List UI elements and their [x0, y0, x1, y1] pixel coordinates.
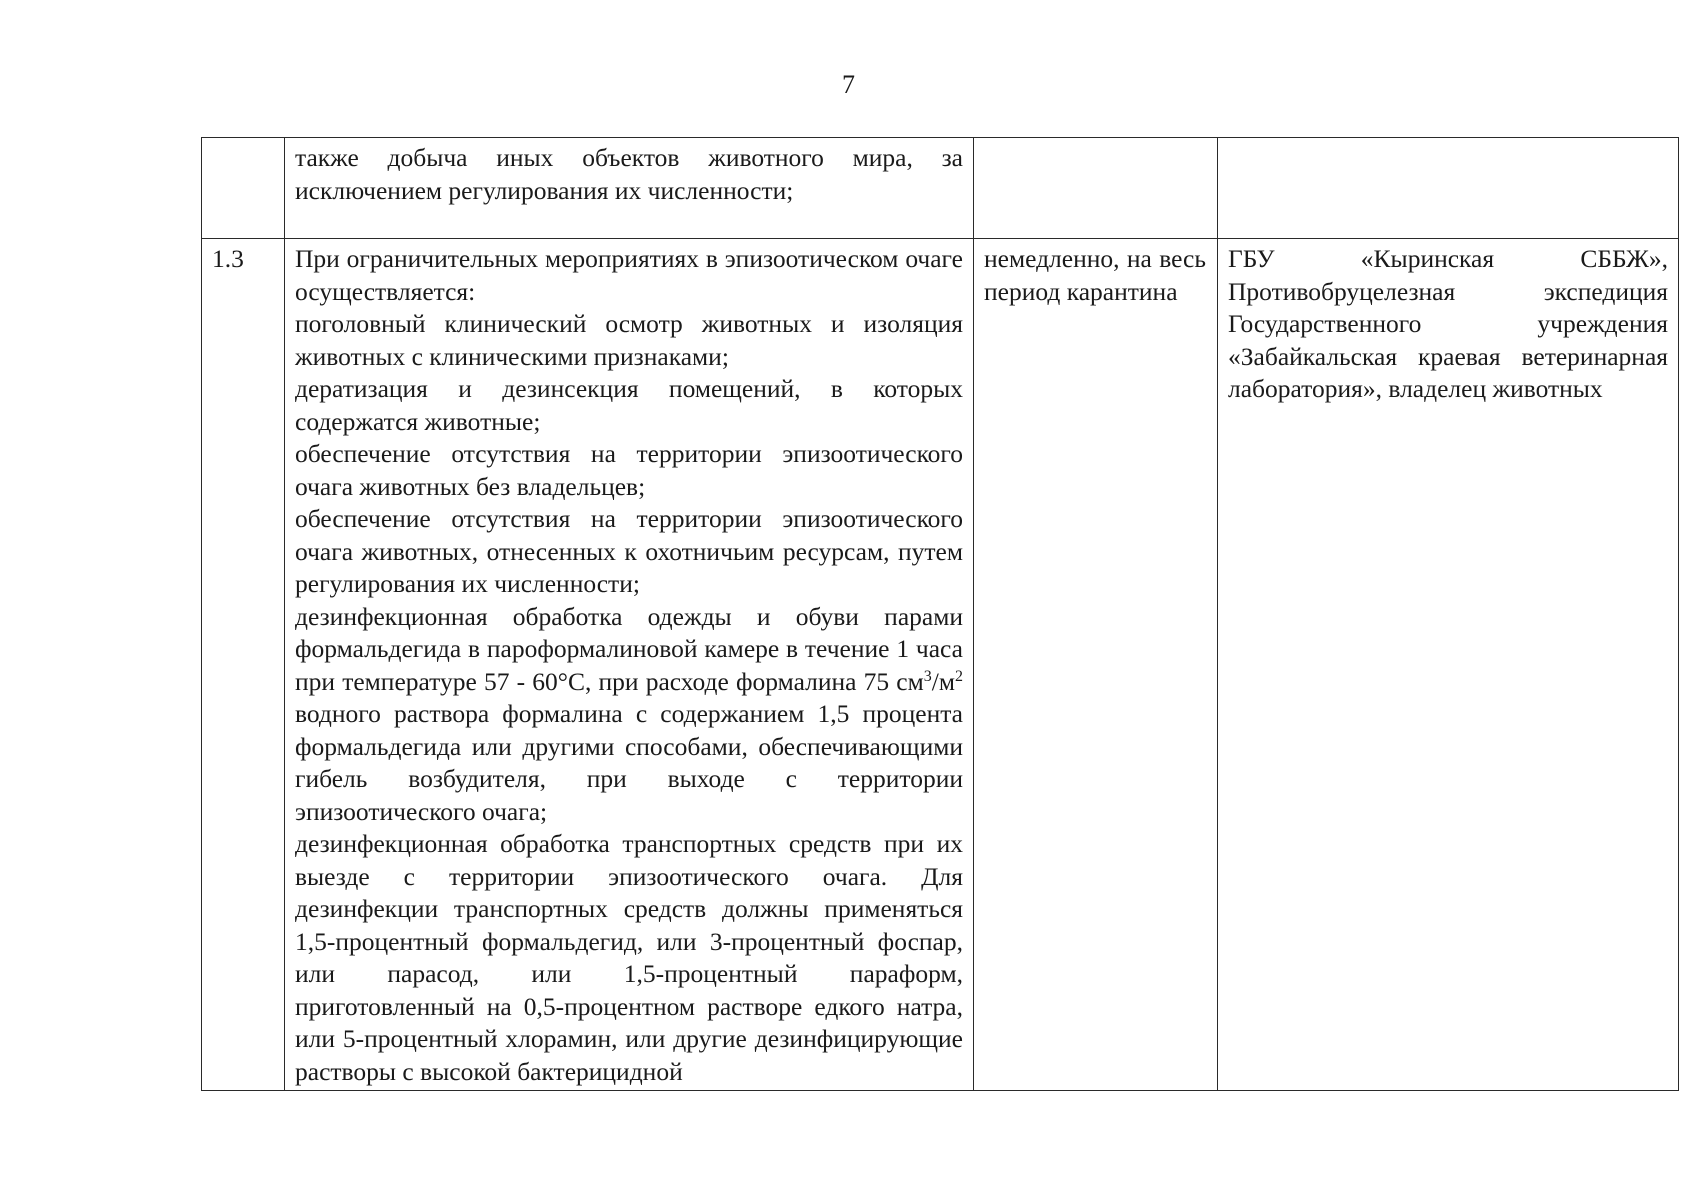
measure-line: дезинфекционная обработка транспортных средств при их выезде с территории эпизоотического очага. Для дезинфекции транспортных средств должны применяться 1,5-процентный формальдегид, или 3-процентный фоспар, или парасод, или 1,5-процентный параформ, приготовленный на 0,5-процентном растворе едкого натра, или 5-процентный хлорамин, или другие дезинфицирующие растворы с высокой бактерицидной [295, 829, 963, 1086]
page-number: 7 [842, 70, 855, 99]
table-row [202, 239, 1679, 1091]
term-cell [974, 138, 1218, 239]
responsible-cell [1218, 138, 1679, 239]
superscript-3: 3 [923, 667, 932, 685]
responsible-cell: ГБУ «Кыринская СББЖ», Противобруцелезная экспедиция Государственного учреждения «Забайкальская краевая ветеринарная лаборатория», владелец животных [1218, 239, 1679, 1091]
row-number-cell [202, 138, 285, 239]
measure-text-cell [285, 239, 974, 1091]
table-row [202, 138, 1679, 239]
term-cell: немедленно, на весь период карантина [974, 239, 1218, 1091]
measure-line: поголовный клинический осмотр животных и изоляция животных с клиническими признаками; [295, 309, 963, 371]
measures-table [201, 137, 1679, 1091]
superscript-2: 2 [955, 667, 963, 685]
measure-line: обеспечение отсутствия на территории эпизоотического очага животных без владельцев; [295, 439, 963, 501]
measure-line: обеспечение отсутствия на территории эпизоотического очага животных, отнесенных к охотничьим ресурсам, путем регулирования их численности; [295, 504, 963, 598]
measure-line: При ограничительных мероприятиях в эпизоотическом очаге осуществляется: [295, 244, 963, 306]
measure-line: дератизация и дезинсекция помещений, в которых содержатся животные; [295, 374, 963, 436]
measure-line-formalin: дезинфекционная обработка одежды и обуви парами формальдегида в пароформалиновой камере в течение 1 часа при температуре 57 - 60°С, при расходе формалина 75 $см^3/м^2$ водного раствора формалина с содержанием 1,5 процента формальдегида или другими способами, обеспечивающими гибель возбудителя, при выходе с территории эпизоотического очага; [295, 601, 963, 826]
row-number-cell: 1.3 [202, 239, 285, 1091]
measure-text-cell: также добыча иных объектов животного мира, за исключением регулирования их численности; [285, 138, 974, 239]
